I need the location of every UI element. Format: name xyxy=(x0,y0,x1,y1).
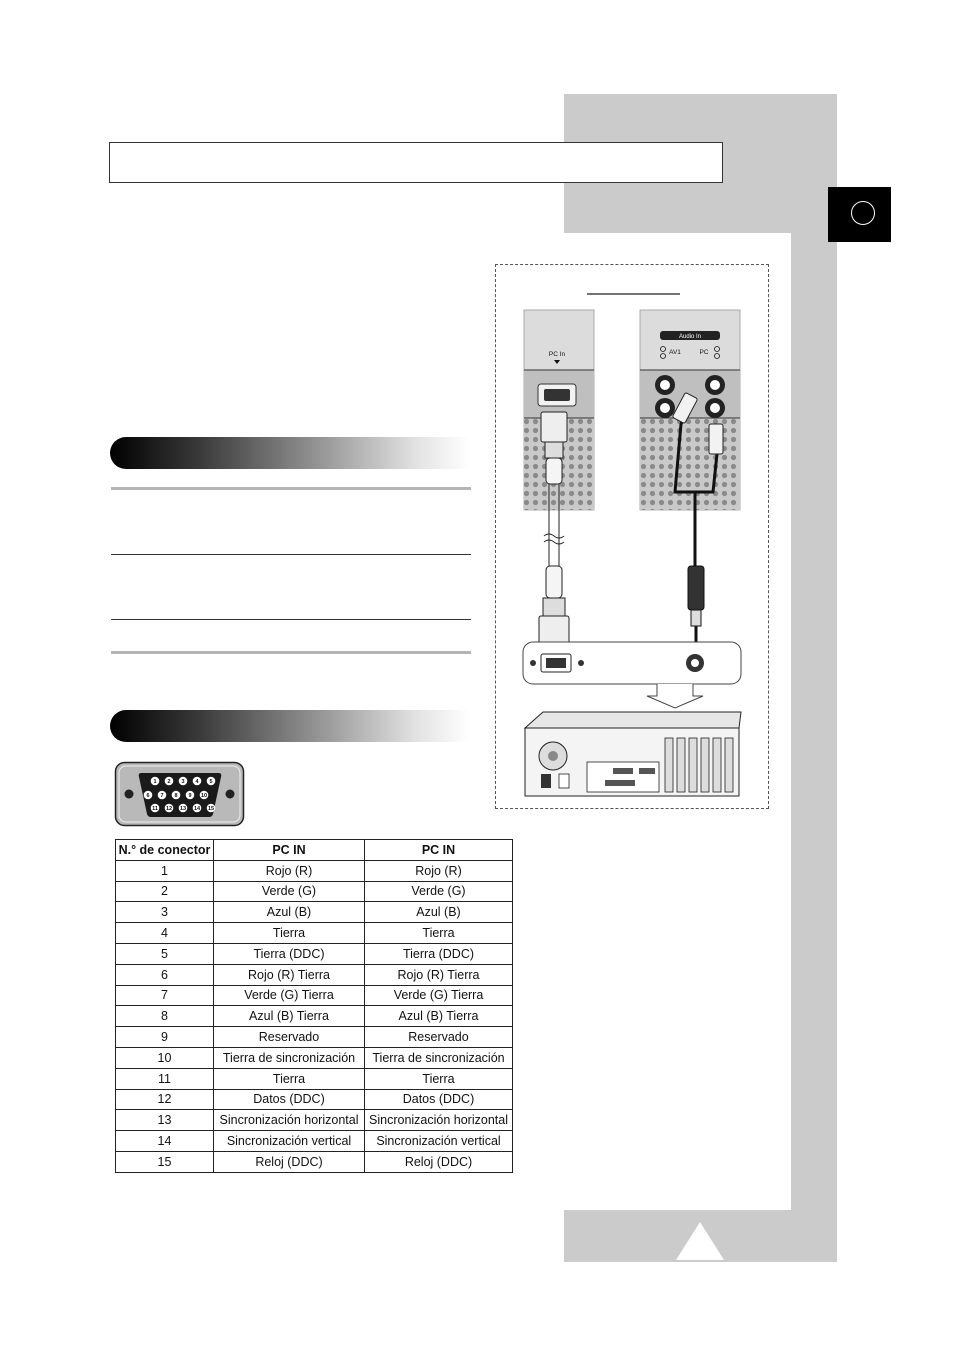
table-cell: Sincronización vertical xyxy=(365,1131,513,1152)
table-cell: Tierra xyxy=(214,923,365,944)
table-cell: Reservado xyxy=(214,1027,365,1048)
pc-audio-label: PC xyxy=(699,349,709,356)
divider-bottom xyxy=(111,651,471,654)
pin-label: 14 xyxy=(193,806,201,812)
table-cell: 10 xyxy=(116,1047,214,1068)
table-cell: Tierra (DDC) xyxy=(365,943,513,964)
table-cell: Rojo (R) xyxy=(214,860,365,881)
table-cell: Verde (G) xyxy=(365,881,513,902)
pin-label: 10 xyxy=(200,793,208,799)
table-row xyxy=(116,1151,513,1172)
table-cell: Tierra de sincronización xyxy=(214,1047,365,1068)
pin-label: 2 xyxy=(167,779,171,785)
pin-assignment-table xyxy=(115,839,513,1173)
table-cell: Reloj (DDC) xyxy=(365,1151,513,1172)
pin-label: 15 xyxy=(207,806,215,812)
table-cell: Rojo (R) Tierra xyxy=(365,964,513,985)
table-row xyxy=(116,985,513,1006)
table-row xyxy=(116,1110,513,1131)
table-cell: 12 xyxy=(116,1089,214,1110)
pin-label: 6 xyxy=(146,793,150,799)
side-panel-column xyxy=(791,94,837,1262)
table-row xyxy=(116,1027,513,1048)
column-header: PC IN xyxy=(365,840,513,861)
table-cell: 15 xyxy=(116,1151,214,1172)
pin-label: 11 xyxy=(152,806,158,812)
table-cell: Datos (DDC) xyxy=(365,1089,513,1110)
pin-label: 7 xyxy=(160,793,164,799)
audio-in-label: Audio In xyxy=(678,334,702,340)
column-header: PC IN xyxy=(214,840,365,861)
table-row xyxy=(116,1089,513,1110)
table-cell: 1 xyxy=(116,860,214,881)
table-cell: Datos (DDC) xyxy=(214,1089,365,1110)
table-cell: Verde (G) xyxy=(214,881,365,902)
av1-label: AV1 xyxy=(669,349,681,356)
divider xyxy=(111,619,471,620)
table-row xyxy=(116,1068,513,1089)
table-row xyxy=(116,881,513,902)
column-header: N.° de conector xyxy=(116,840,214,861)
pin-label: 4 xyxy=(195,779,199,785)
pin-label: 8 xyxy=(174,793,178,799)
table-row xyxy=(116,902,513,923)
pin-label: 12 xyxy=(165,806,173,812)
divider xyxy=(111,554,471,555)
table-cell: 3 xyxy=(116,902,214,923)
section-header-bar-2 xyxy=(110,710,470,742)
table-cell: 7 xyxy=(116,985,214,1006)
table-cell: Rojo (R) Tierra xyxy=(214,964,365,985)
table-row xyxy=(116,1006,513,1027)
table-cell: Tierra xyxy=(365,923,513,944)
table-row xyxy=(116,943,513,964)
table-cell: 8 xyxy=(116,1006,214,1027)
table-cell: Reservado xyxy=(365,1027,513,1048)
table-cell: 11 xyxy=(116,1068,214,1089)
pc-tower-back xyxy=(525,712,741,796)
pin-label: 9 xyxy=(188,793,192,799)
table-cell: Azul (B) Tierra xyxy=(214,1006,365,1027)
table-cell: 4 xyxy=(116,923,214,944)
table-cell: Tierra xyxy=(365,1068,513,1089)
pc-in-port-label: PC In xyxy=(548,351,566,358)
table-cell: Azul (B) xyxy=(214,902,365,923)
table-row xyxy=(116,964,513,985)
table-cell: 14 xyxy=(116,1131,214,1152)
table-header-row xyxy=(116,840,513,861)
table-cell: Tierra de sincronización xyxy=(365,1047,513,1068)
table-cell: 2 xyxy=(116,881,214,902)
connection-diagram xyxy=(495,264,769,809)
table-cell: 13 xyxy=(116,1110,214,1131)
d-sub-connector-illustration xyxy=(114,761,245,827)
table-cell: Verde (G) Tierra xyxy=(214,985,365,1006)
table-cell: Sincronización horizontal xyxy=(214,1110,365,1131)
table-cell: 5 xyxy=(116,943,214,964)
table-row xyxy=(116,1131,513,1152)
table-cell: Rojo (R) xyxy=(365,860,513,881)
table-cell: Sincronización vertical xyxy=(214,1131,365,1152)
pin-label: 3 xyxy=(181,779,185,785)
language-tab xyxy=(828,187,891,242)
table-cell: Azul (B) xyxy=(365,902,513,923)
pin-label: 13 xyxy=(179,806,187,812)
pin-label: 1 xyxy=(153,779,157,785)
table-cell: Sincronización horizontal xyxy=(365,1110,513,1131)
table-row xyxy=(116,860,513,881)
table-cell: 6 xyxy=(116,964,214,985)
page-up-triangle-icon xyxy=(676,1222,724,1260)
table-cell: Verde (G) Tierra xyxy=(365,985,513,1006)
table-row xyxy=(116,1047,513,1068)
table-cell: 9 xyxy=(116,1027,214,1048)
table-cell: Tierra (DDC) xyxy=(214,943,365,964)
table-cell: Reloj (DDC) xyxy=(214,1151,365,1172)
divider-top xyxy=(111,487,471,490)
table-cell: Tierra xyxy=(214,1068,365,1089)
table-cell: Azul (B) Tierra xyxy=(365,1006,513,1027)
circle-icon xyxy=(851,201,875,225)
section-header-bar-1 xyxy=(110,437,470,469)
table-row xyxy=(116,923,513,944)
page-title-box xyxy=(109,142,723,183)
pin-label: 5 xyxy=(209,779,213,785)
